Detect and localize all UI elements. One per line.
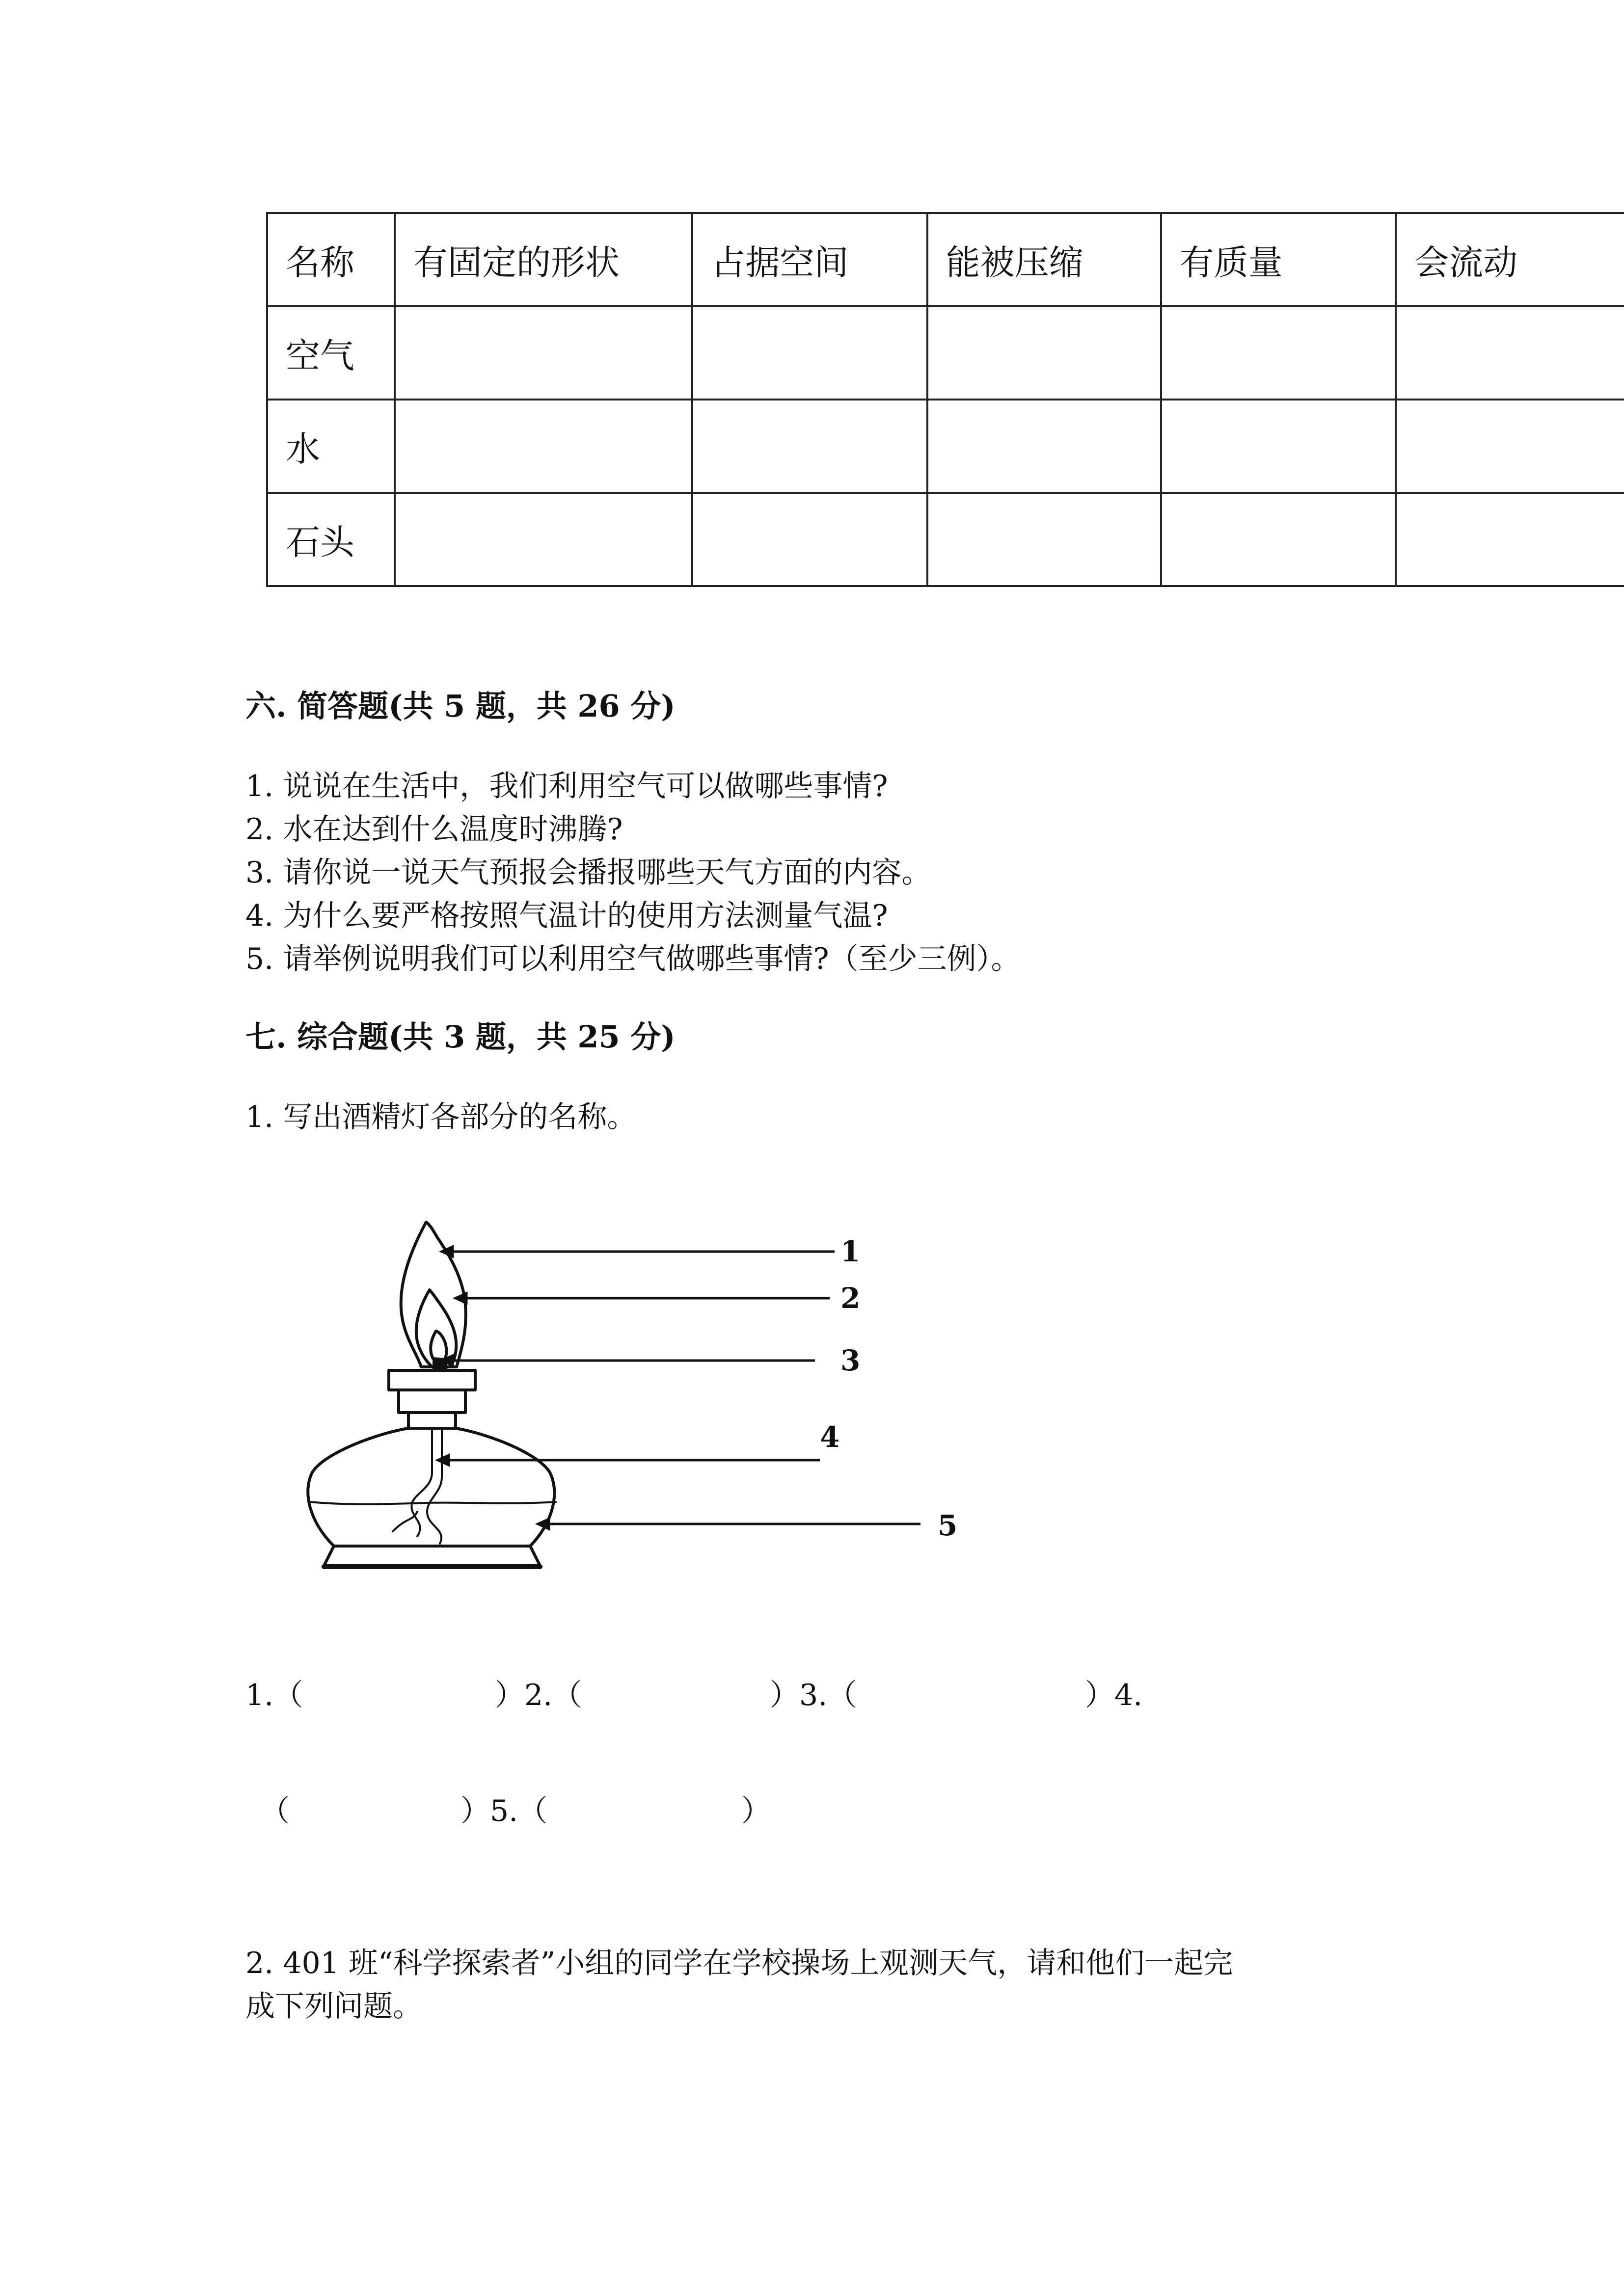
short-answer-question-4: 4. 为什么要严格按照气温计的使用方法测量气温?	[245, 899, 888, 933]
short-answer-question-1: 1. 说说在生活中，我们利用空气可以做哪些事情?	[245, 769, 888, 803]
diagram-label-4: 4	[820, 1420, 840, 1454]
short-answer-question-5: 5. 请举例说明我们可以利用空气做哪些事情?（至少三例）。	[245, 942, 1021, 976]
comprehensive-question-2-line-2: 成下列问题。	[245, 1989, 422, 2024]
diagram-label-1: 1	[840, 1235, 861, 1268]
alcohol-level	[309, 1502, 556, 1504]
wick-holder	[408, 1413, 456, 1428]
table-cell	[692, 493, 927, 586]
table-header-row	[267, 213, 1624, 306]
table-row	[267, 400, 1624, 493]
table-cell	[395, 306, 692, 400]
answer-blank-1-open: 1.（	[245, 1678, 303, 1712]
short-answer-question-2: 2. 水在达到什么温度时沸腾?	[245, 812, 623, 847]
comprehensive-question-1: 1. 写出酒精灯各部分的名称。	[245, 1100, 637, 1134]
table-header-cell: 能被压缩	[927, 213, 1161, 306]
table-cell	[395, 400, 692, 493]
table-cell	[1161, 400, 1396, 493]
answer-blank-4-open: ）4.	[1085, 1678, 1143, 1712]
table-row	[267, 493, 1624, 586]
diagram-label-5: 5	[938, 1509, 958, 1542]
lamp-collar-top	[389, 1370, 475, 1390]
table-row-label: 空气	[267, 306, 395, 400]
table-cell	[692, 400, 927, 493]
table-cell	[927, 493, 1161, 586]
answer-blank-5-open: ）5.（	[460, 1794, 548, 1828]
table-cell	[1161, 306, 1396, 400]
comprehensive-question-2-line-1: 2. 401 班“科学探索者”小组的同学在学校操场上观测天气，请和他们一起完	[245, 1946, 1233, 1980]
section-7-heading: 七. 综合题(共 3 题，共 25 分)	[245, 1019, 676, 1055]
short-answer-question-3: 3. 请你说一说天气预报会播报哪些天气方面的内容。	[245, 855, 931, 890]
table-row-label: 石头	[267, 493, 395, 586]
inner-flame	[416, 1290, 456, 1367]
table-cell	[1396, 306, 1624, 400]
table-cell	[1396, 493, 1624, 586]
table-header-cell: 有固定的形状	[395, 213, 692, 306]
table-header-cell: 会流动	[1396, 213, 1624, 306]
table-header-cell: 占据空间	[692, 213, 927, 306]
table-cell	[395, 493, 692, 586]
flame-core	[431, 1331, 446, 1360]
diagram-label-2: 2	[840, 1281, 861, 1315]
section-6-heading: 六. 简答题(共 5 题，共 26 分)	[245, 688, 676, 724]
alcohol-lamp-diagram	[295, 1198, 982, 1600]
table-cell	[927, 400, 1161, 493]
lamp-collar	[399, 1390, 465, 1413]
table-header-cell: 有质量	[1161, 213, 1396, 306]
diagram-label-3: 3	[840, 1344, 861, 1377]
answer-blank-5-close: ）	[741, 1794, 771, 1828]
table-row	[267, 306, 1624, 400]
table-header-cell: 名称	[267, 213, 395, 306]
table-cell	[1161, 493, 1396, 586]
answer-blank-4-paren: （	[260, 1794, 290, 1828]
table-cell	[927, 306, 1161, 400]
table-cell	[692, 306, 927, 400]
answer-blank-2-open: ）2.（	[495, 1678, 582, 1712]
properties-table	[266, 212, 1624, 587]
lamp-base	[324, 1546, 540, 1566]
answer-blank-3-open: ）3.（	[770, 1678, 857, 1712]
table-row-label: 水	[267, 400, 395, 493]
table-cell	[1396, 400, 1624, 493]
